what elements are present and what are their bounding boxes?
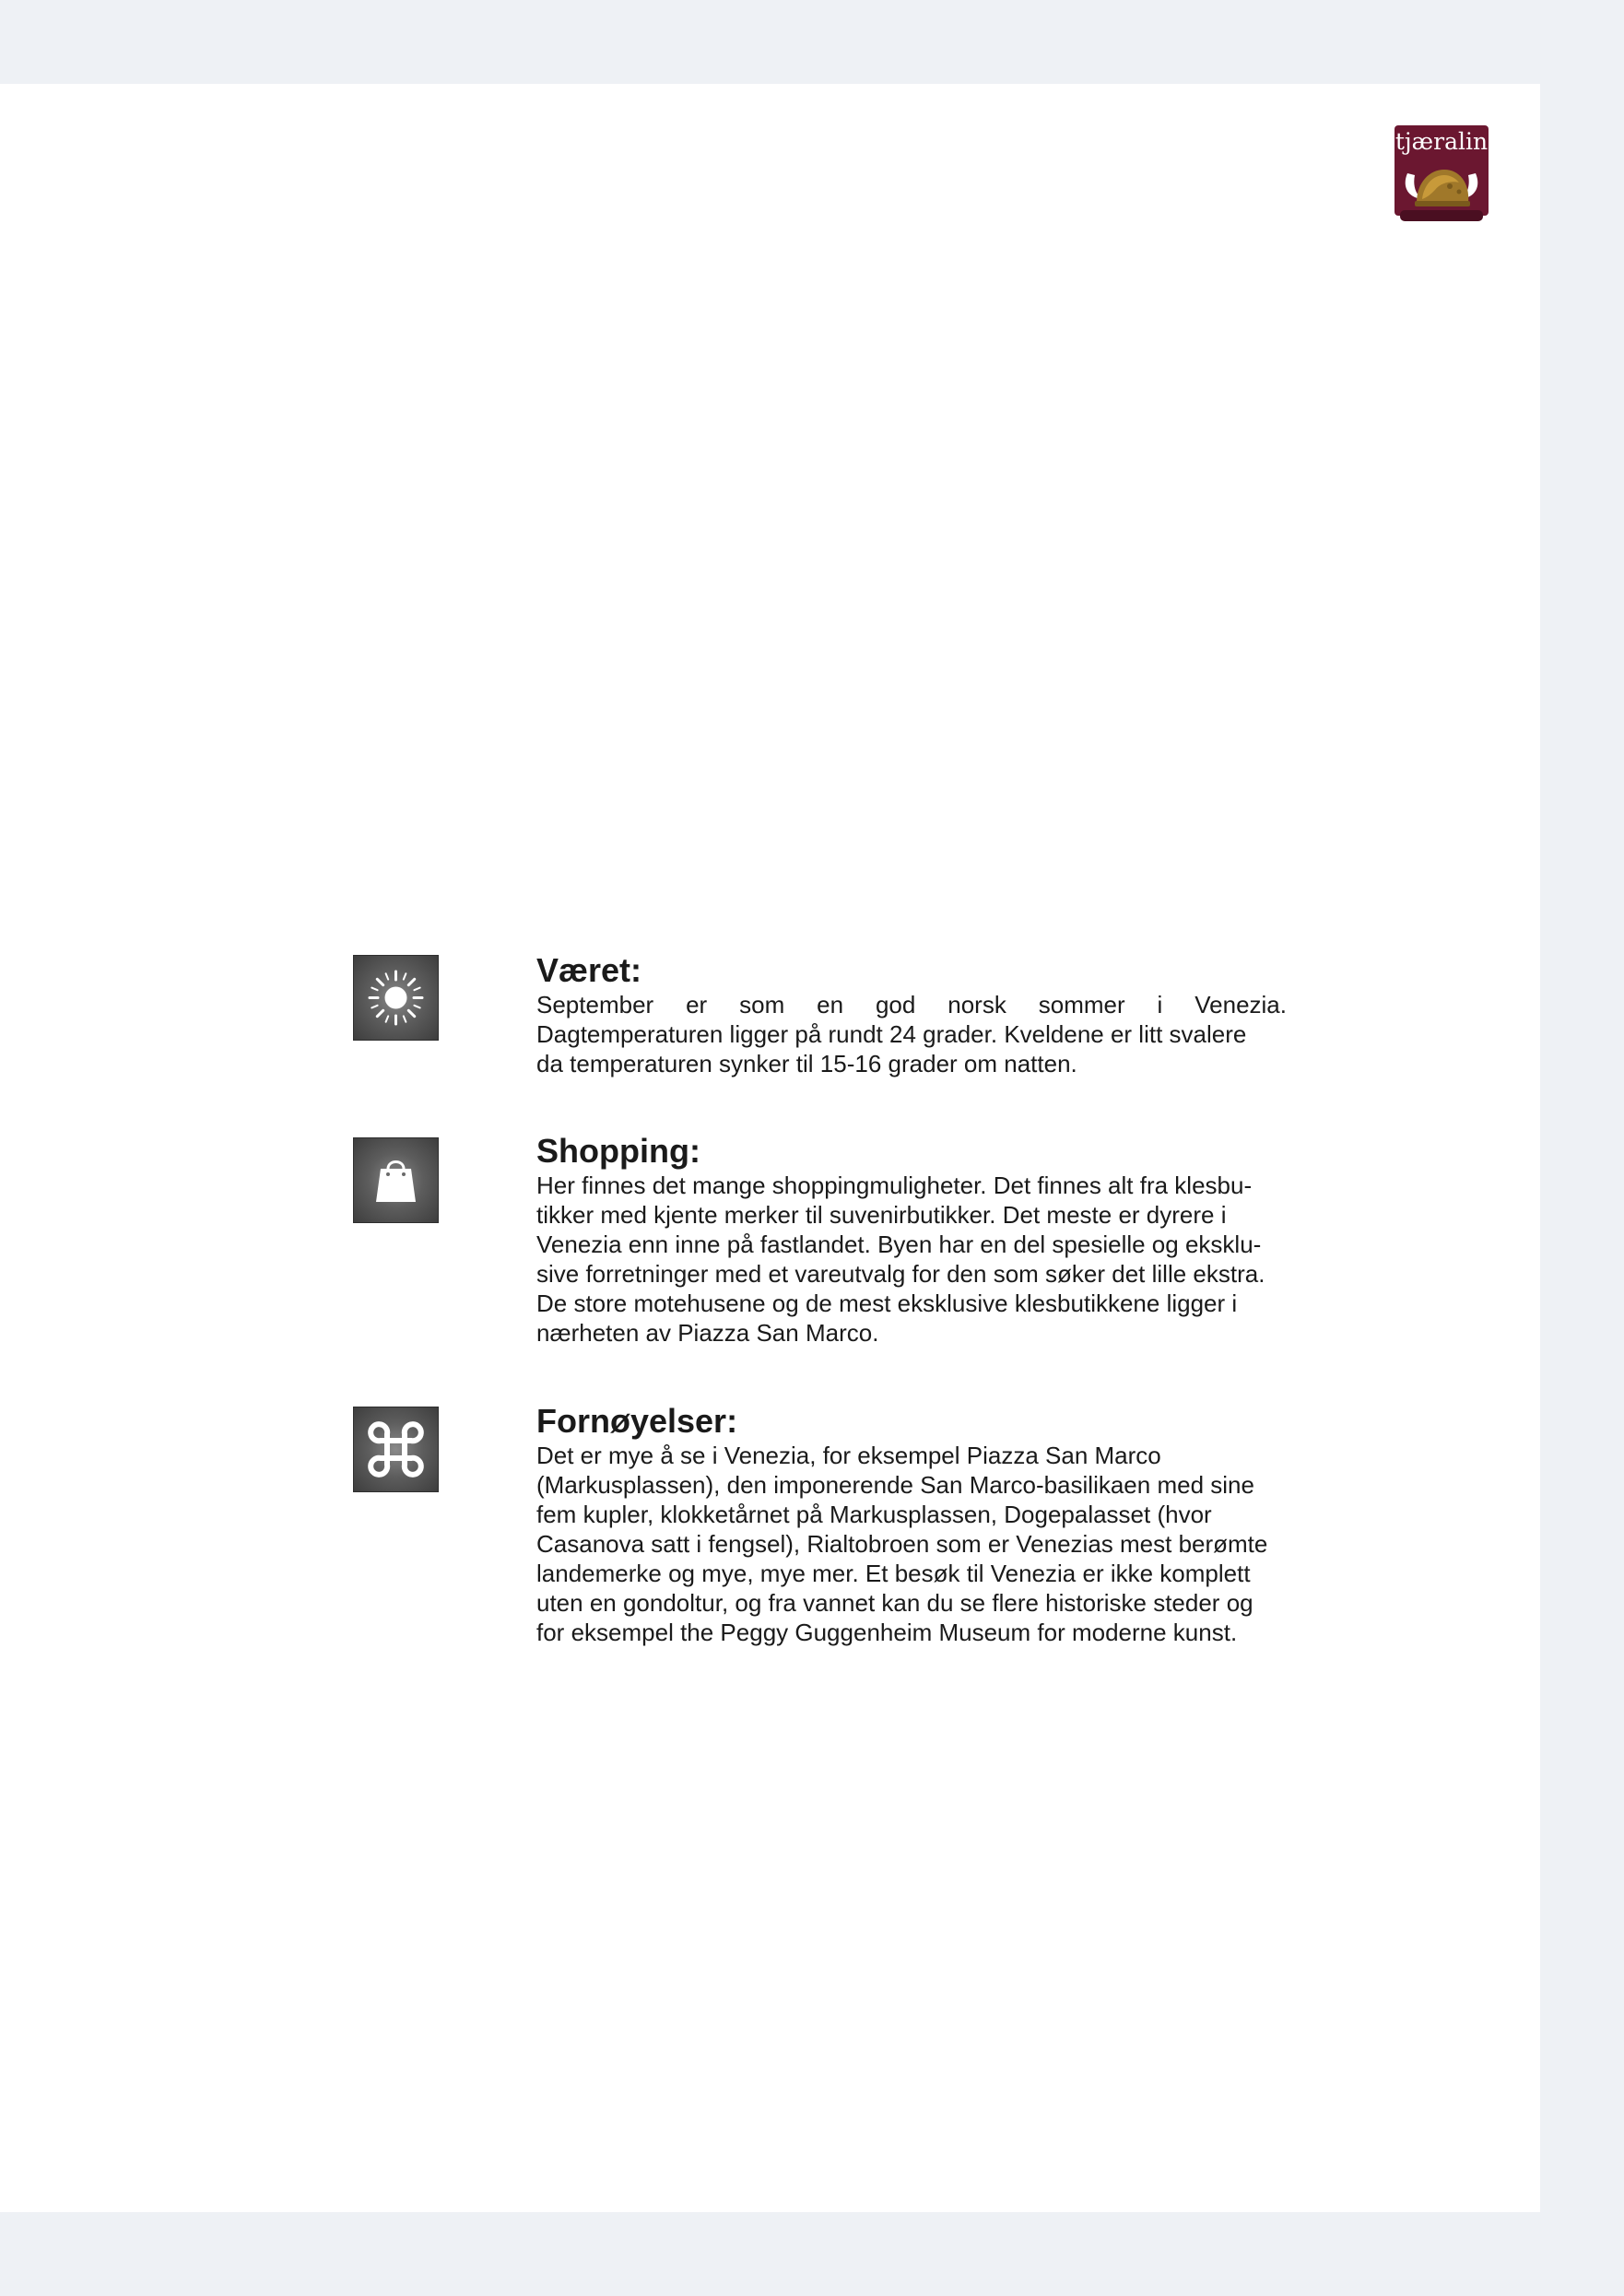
section-title: Fornøyelser: — [536, 1402, 738, 1440]
logo-text: tjæralin — [1395, 128, 1489, 155]
body-line: tikker med kjente merker til suvenirbutikker. Det meste er dyrere i — [536, 1201, 1227, 1229]
shopping-bag-icon — [353, 1137, 439, 1223]
body-line: Dagtemperaturen ligger på rundt 24 grader. Kveldene er litt svalere — [536, 1020, 1247, 1048]
body-line: Casanova satt i fengsel), Rialtobroen som er Venezias mest berømte — [536, 1530, 1268, 1558]
body-line: September er som en god norsk sommer i Venezia. — [536, 991, 1287, 1018]
body-line: fem kupler, klokketårnet på Markusplassen, Dogepalasset (hvor — [536, 1501, 1212, 1528]
body-line: Det er mye å se i Venezia, for eksempel Piazza San Marco — [536, 1442, 1161, 1469]
body-line: landemerke og mye, mye mer. Et besøk til Venezia er ikke komplett — [536, 1560, 1251, 1587]
section-body — [536, 1441, 1287, 1647]
body-line: for eksempel the Peggy Guggenheim Museum for moderne kunst. — [536, 1619, 1238, 1646]
body-line: Venezia enn inne på fastlandet. Byen har en del spesielle og eksklu- — [536, 1230, 1262, 1258]
document-page — [0, 84, 1540, 2212]
body-line: nærheten av Piazza San Marco. — [536, 1319, 879, 1347]
section-body — [536, 1171, 1287, 1348]
command-key-icon — [353, 1407, 439, 1492]
body-line: da temperaturen synker til 15-16 grader om natten. — [536, 1050, 1077, 1077]
section-body — [536, 990, 1287, 1078]
body-line: uten en gondoltur, og fra vannet kan du se flere historiske steder og — [536, 1589, 1253, 1617]
body-line: Her finnes det mange shoppingmuligheter. Det finnes alt fra klesbu- — [536, 1172, 1253, 1199]
section-title: Været: — [536, 951, 642, 989]
sun-icon — [353, 955, 439, 1041]
body-line: (Markusplassen), den imponerende San Marco-basilikaen med sine — [536, 1471, 1254, 1499]
body-line: sive forretninger med et vareutvalg for den som søker det lille ekstra. — [536, 1260, 1265, 1288]
section-title: Shopping: — [536, 1132, 700, 1170]
body-line: De store motehusene og de mest eksklusive klesbutikkene ligger i — [536, 1289, 1238, 1317]
tjaeralin-logo — [1395, 125, 1489, 221]
